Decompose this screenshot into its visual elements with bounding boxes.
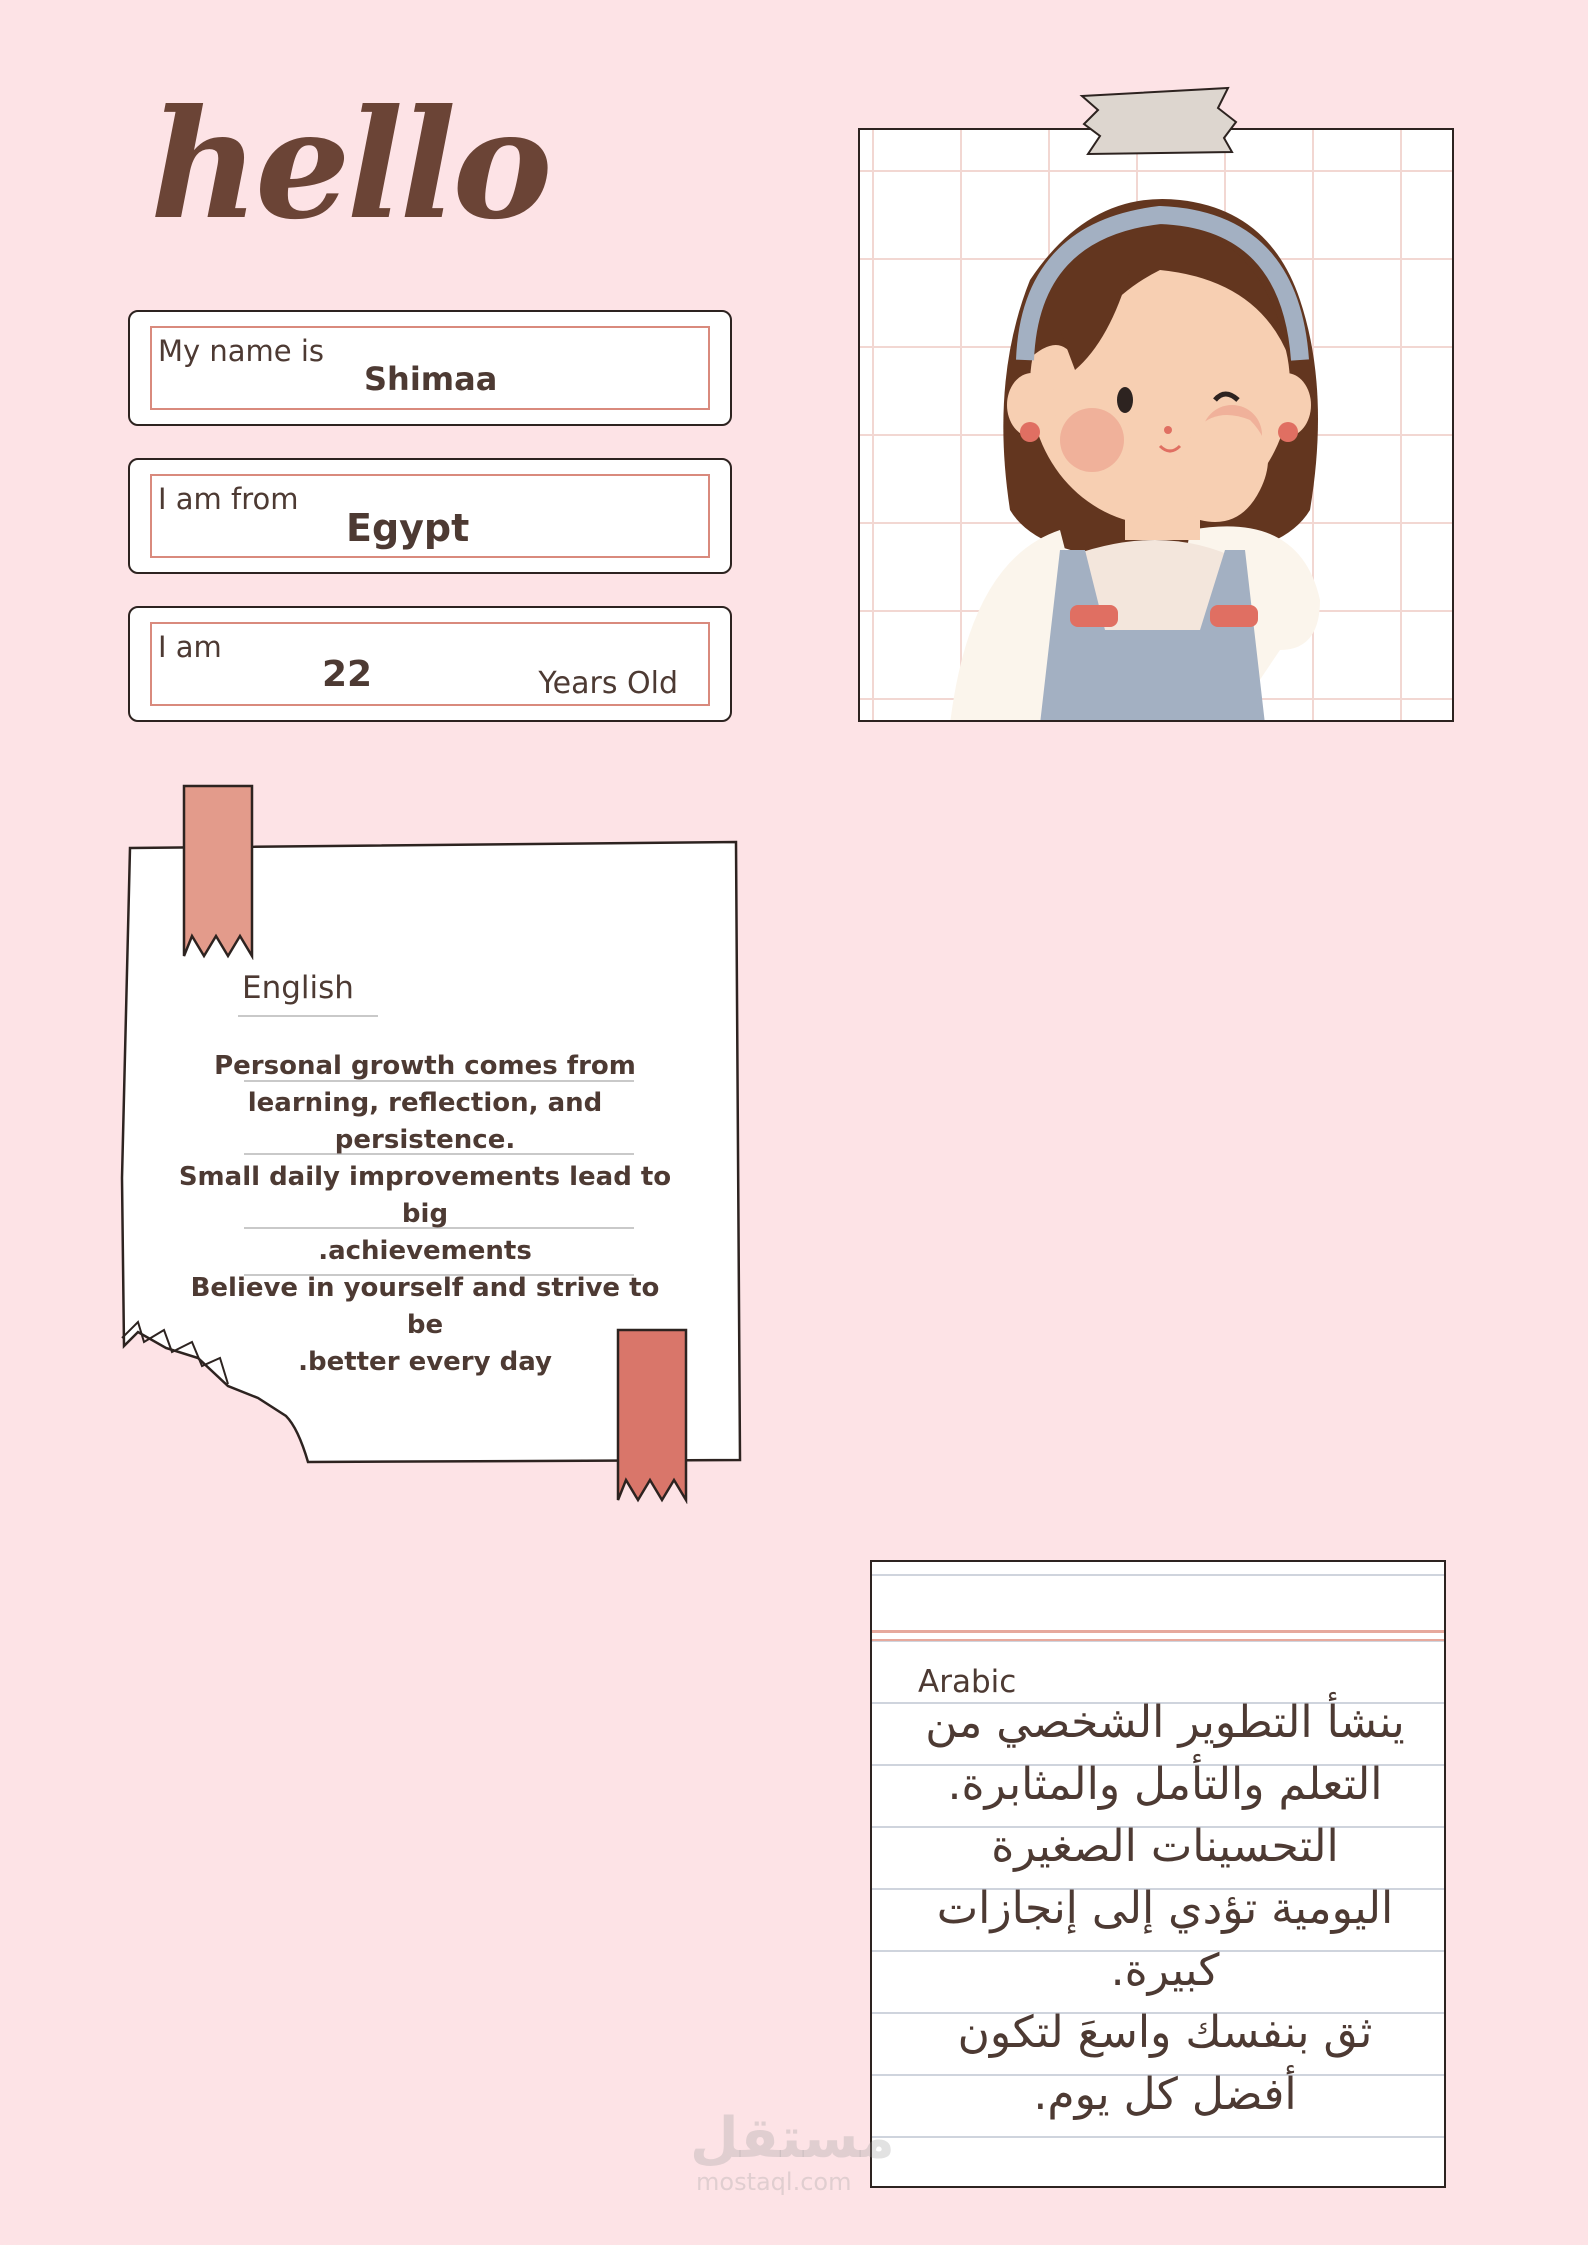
english-paragraph: [168, 1048, 682, 1381]
name-label: My name is: [158, 334, 325, 368]
girl-illustration: [860, 130, 1454, 722]
english-line: Personal growth comes from: [214, 1051, 636, 1081]
arabic-note-margin-line: [872, 1630, 1444, 1633]
arabic-title: Arabic: [918, 1664, 1017, 1700]
country-card: [128, 458, 732, 574]
age-card: [128, 606, 732, 722]
age-value: 22: [322, 654, 373, 695]
arabic-paragraph: [900, 1692, 1430, 2126]
arabic-line: أفضل كل يوم.: [1033, 2069, 1297, 2120]
arabic-line: ينشأ التطوير الشخصي من: [925, 1697, 1405, 1748]
english-line: learning, reflection, and persistence.: [247, 1088, 603, 1155]
name-card: [128, 310, 732, 426]
profile-photo-frame: [858, 128, 1454, 722]
arabic-line: التعلم والتأمل والمثابرة.: [947, 1759, 1383, 1810]
english-line: .better every day: [298, 1347, 552, 1377]
country-label: I am from: [158, 482, 299, 516]
arabic-line: التحسينات الصغيرة: [991, 1821, 1339, 1872]
english-title: English: [242, 970, 354, 1006]
arabic-line: كبيرة.: [1110, 1945, 1220, 1996]
photo-tape: [1078, 86, 1238, 156]
arabic-line: اليومية تؤدي إلى إنجازات: [936, 1883, 1394, 1934]
pink-bookmark-tape: [180, 784, 256, 960]
watermark-logo: مستقل: [690, 2106, 895, 2171]
hello-title: hello: [150, 77, 549, 253]
arabic-line: ثق بنفسك واسعَ لتكون: [957, 2007, 1373, 2058]
arabic-note-margin-line: [872, 1639, 1444, 1641]
country-value: Egypt: [346, 506, 470, 550]
age-label: I am: [158, 630, 222, 664]
watermark-site: mostaql.com: [696, 2168, 852, 2196]
english-title-underline: [238, 1015, 378, 1017]
english-line: Believe in yourself and strive to be: [190, 1273, 660, 1340]
name-value: Shimaa: [364, 360, 498, 398]
english-line: Small daily improvements lead to big: [178, 1162, 672, 1229]
age-suffix: Years Old: [538, 666, 678, 701]
english-line: .achievements: [318, 1236, 532, 1266]
